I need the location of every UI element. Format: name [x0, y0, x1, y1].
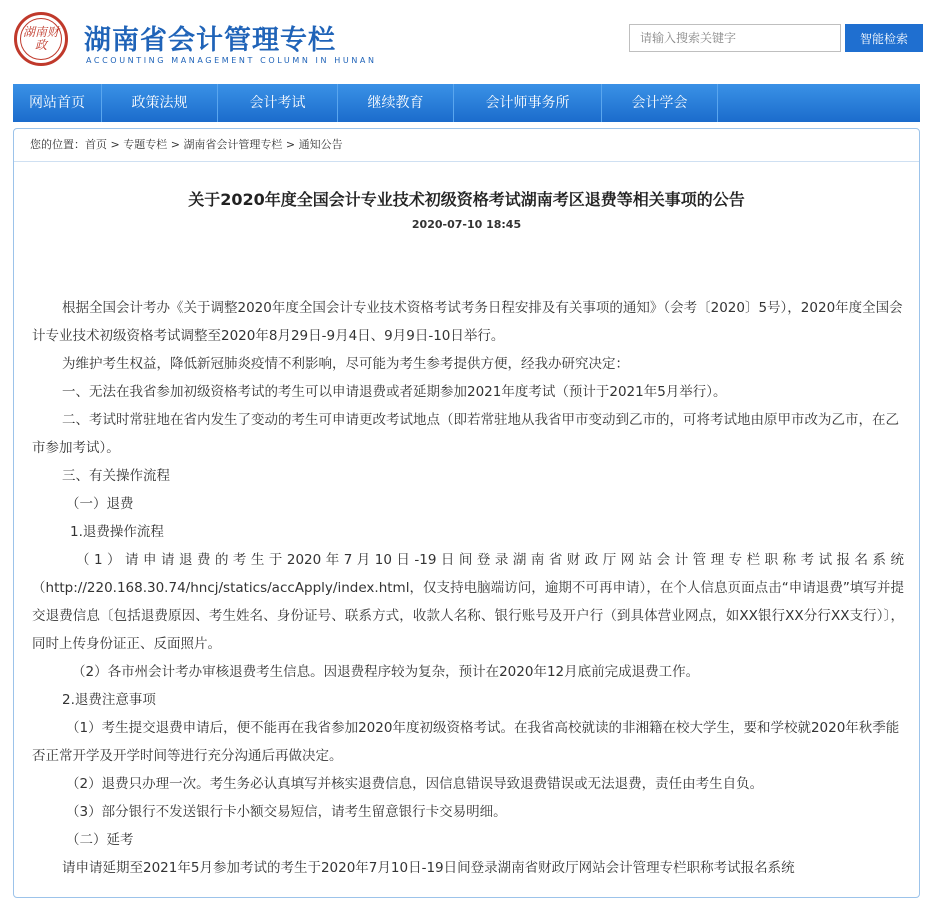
nav-policy[interactable]: 政策法规 — [102, 84, 218, 122]
article-paragraph: 为维护考生权益，降低新冠肺炎疫情不利影响，尽可能为考生参考提供方便，经我办研究决定： — [62, 356, 629, 372]
breadcrumb-prefix: 您的位置： — [30, 138, 85, 151]
breadcrumb-separator: > — [282, 138, 299, 151]
search-bar — [629, 24, 923, 52]
search-button[interactable]: 智能检索 — [845, 24, 923, 52]
article-paragraph: 请申请延期至2021年5月参加考试的考生于2020年7月10日-19日间登录湖南省财政厅网站会计管理专栏职称考试报名系统 — [62, 860, 795, 876]
article-paragraph: 三、有关操作流程 — [62, 468, 170, 484]
breadcrumb-notices[interactable]: 通知公告 — [298, 138, 343, 151]
nav-home[interactable]: 网站首页 — [13, 84, 102, 122]
site-header — [0, 0, 931, 84]
breadcrumb-topics[interactable]: 专题专栏 — [123, 138, 168, 151]
site-title[interactable]: 湖南省会计管理专栏 — [84, 25, 336, 56]
seal-text: 湖南财政 — [20, 18, 62, 60]
article-paragraph: （二）延考 — [66, 832, 134, 848]
breadcrumb-separator: > — [167, 138, 184, 151]
article-paragraph: （1）考生提交退费申请后，便不能再在我省参加2020年度初级资格考试。在我省高校就读的非湘籍在校大学生，要和学校就2020年秋季能否正常开学及开学时间等进行充分沟通后再做决定。 — [32, 720, 900, 764]
breadcrumb-home[interactable]: 首页 — [85, 138, 107, 151]
breadcrumb-separator: > — [107, 138, 124, 151]
article-paragraph: 根据全国会计考办《关于调整2020年度全国会计专业技术资格考试考务日程安排及有关事项的通知》（会考〔2020〕5号），2020年度全国会计专业技术初级资格考试调整至2020年8月29日-9月4日、9月9日-10日举行。 — [32, 300, 903, 344]
article-paragraph: 二、考试时常驻地在省内发生了变动的考生可申请更改考试地点（即若常驻地从我省甲市变动到乙市的，可将考试地由原甲市改为乙市，在乙市参加考试）。 — [32, 412, 899, 456]
search-input[interactable] — [629, 24, 841, 52]
article-paragraph: 一、无法在我省参加初级资格考试的考生可以申请退费或者延期参加2021年度考试（预计于2021年5月举行）。 — [62, 384, 727, 400]
article-paragraph: （3）部分银行不发送银行卡小额交易短信，请考生留意银行卡交易明细。 — [66, 804, 507, 820]
site-subtitle: ACCOUNTING MANAGEMENT COLUMN IN HUNAN — [86, 56, 377, 65]
nav-society[interactable]: 会计学会 — [602, 84, 718, 122]
nav-firms[interactable]: 会计师事务所 — [454, 84, 602, 122]
article-paragraph: （2）各市州会计考办审核退费考生信息。因退费程序较为复杂，预计在2020年12月底前完成退费工作。 — [72, 664, 700, 680]
breadcrumb — [14, 129, 919, 162]
article-paragraph: 2.退费注意事项 — [62, 692, 156, 708]
article-date: 2020-07-10 18:45 — [411, 218, 522, 231]
article-body — [32, 294, 904, 882]
breadcrumb-column[interactable]: 湖南省会计管理专栏 — [183, 138, 283, 151]
finance-seal-logo[interactable] — [14, 12, 68, 66]
article-title: 关于2020年度全国会计专业技术初级资格考试湖南考区退费等相关事项的公告 — [188, 190, 745, 209]
article-paragraph: （一）退费 — [66, 496, 134, 512]
nav-exam[interactable]: 会计考试 — [218, 84, 338, 122]
article-paragraph: 1.退费操作流程 — [70, 524, 164, 540]
nav-education[interactable]: 继续教育 — [338, 84, 454, 122]
article-paragraph: （2）退费只办理一次。考生务必认真填写并核实退费信息，因信息错误导致退费错误或无法退费，责任由考生自负。 — [66, 776, 764, 792]
article-paragraph: （1）请申请退费的考生于2020年7月10日-19日间登录湖南省财政厅网站会计管理专栏职称考试报名系统（http://220.168.30.74/hncj/statics/accApply/index.html，仅支持电脑端访问，逾期不可再申请），在个人信息页面点击“申请退费”填写并提交退费信息〔包括退费原因、考生姓名、身份证号、联系方式，收款人名称、银行账号及开户行（到具体营业网点，如XX银行XX分行XX支行）〕，同时上传身份证正、反面照片。 — [32, 552, 904, 652]
main-nav — [13, 84, 920, 122]
content-panel — [13, 128, 920, 898]
